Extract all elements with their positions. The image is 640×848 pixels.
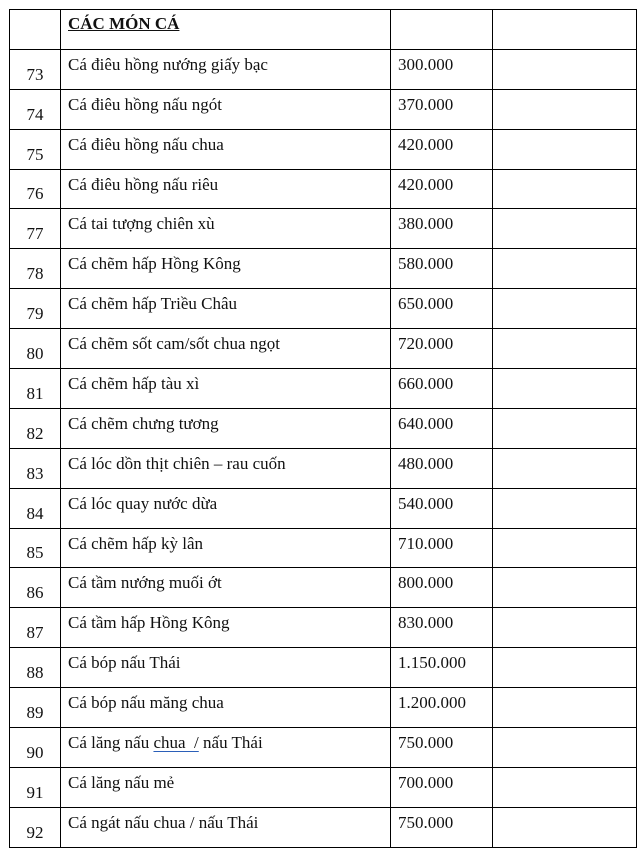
dish-price: 800.000 (391, 568, 493, 608)
dish-name: Cá chẽm hấp tàu xì (61, 369, 391, 409)
menu-row (10, 169, 637, 209)
blank-cell (493, 129, 637, 169)
item-number: 76 (10, 169, 61, 209)
item-number: 77 (10, 209, 61, 249)
blank-cell (493, 767, 637, 807)
dish-price: 750.000 (391, 728, 493, 768)
item-number: 82 (10, 408, 61, 448)
menu-table (9, 9, 637, 848)
blank-cell (493, 648, 637, 688)
blank-cell (493, 448, 637, 488)
item-number: 75 (10, 129, 61, 169)
item-number: 90 (10, 728, 61, 768)
dish-name: Cá điêu hồng nướng giấy bạc (61, 49, 391, 89)
blank-cell (493, 568, 637, 608)
item-number: 83 (10, 448, 61, 488)
blank-cell (493, 329, 637, 369)
dish-price: 580.000 (391, 249, 493, 289)
menu-row (10, 688, 637, 728)
item-number: 89 (10, 688, 61, 728)
spellcheck-underlined-text: chua / (153, 733, 199, 753)
dish-price: 540.000 (391, 488, 493, 528)
blank-cell (493, 169, 637, 209)
item-number: 84 (10, 488, 61, 528)
dish-name: Cá bóp nấu Thái (61, 648, 391, 688)
item-number: 87 (10, 608, 61, 648)
item-number: 74 (10, 89, 61, 129)
dish-name: Cá lăng nấu mẻ (61, 767, 391, 807)
dish-price: 370.000 (391, 89, 493, 129)
dish-name: Cá điêu hồng nấu riêu (61, 169, 391, 209)
dish-price: 300.000 (391, 49, 493, 89)
menu-row (10, 209, 637, 249)
blank-cell (493, 209, 637, 249)
item-number: 86 (10, 568, 61, 608)
dish-name: Cá ngát nấu chua / nấu Thái (61, 807, 391, 847)
dish-name: Cá điêu hồng nấu ngót (61, 89, 391, 129)
dish-name: Cá chẽm sốt cam/sốt chua ngọt (61, 329, 391, 369)
dish-name: Cá lóc dồn thịt chiên – rau cuốn (61, 448, 391, 488)
menu-row (10, 289, 637, 329)
menu-row (10, 49, 637, 89)
dish-price: 1.150.000 (391, 648, 493, 688)
dish-name: Cá chẽm chưng tương (61, 408, 391, 448)
dish-name-part: nấu Thái (198, 733, 263, 753)
header-num-cell (10, 10, 61, 50)
header-blank-cell (493, 10, 637, 50)
menu-row (10, 408, 637, 448)
dish-name: Cá chẽm hấp Triều Châu (61, 289, 391, 329)
dish-name (61, 728, 391, 768)
dish-price: 380.000 (391, 209, 493, 249)
blank-cell (493, 688, 637, 728)
menu-row (10, 89, 637, 129)
item-number: 88 (10, 648, 61, 688)
dish-name: Cá tầm hấp Hồng Kông (61, 608, 391, 648)
menu-row (10, 448, 637, 488)
menu-row (10, 648, 637, 688)
dish-price: 640.000 (391, 408, 493, 448)
blank-cell (493, 289, 637, 329)
blank-cell (493, 608, 637, 648)
dish-price: 650.000 (391, 289, 493, 329)
dish-price: 1.200.000 (391, 688, 493, 728)
dish-price: 720.000 (391, 329, 493, 369)
dish-name: Cá bóp nấu măng chua (61, 688, 391, 728)
menu-row (10, 488, 637, 528)
blank-cell (493, 728, 637, 768)
blank-cell (493, 49, 637, 89)
dish-name: Cá tai tượng chiên xù (61, 209, 391, 249)
blank-cell (493, 528, 637, 568)
menu-row (10, 568, 637, 608)
dish-price: 480.000 (391, 448, 493, 488)
dish-price: 830.000 (391, 608, 493, 648)
dish-name-part: Cá lăng nấu (68, 733, 154, 753)
menu-row (10, 528, 637, 568)
dish-price: 700.000 (391, 767, 493, 807)
menu-row (10, 807, 637, 847)
dish-name: Cá lóc quay nước dừa (61, 488, 391, 528)
dish-price: 420.000 (391, 129, 493, 169)
item-number: 91 (10, 767, 61, 807)
section-title: CÁC MÓN CÁ (61, 10, 391, 50)
item-number: 85 (10, 528, 61, 568)
dish-name: Cá chẽm hấp Hồng Kông (61, 249, 391, 289)
dish-name: Cá điêu hồng nấu chua (61, 129, 391, 169)
menu-row (10, 329, 637, 369)
blank-cell (493, 408, 637, 448)
dish-price: 660.000 (391, 369, 493, 409)
dish-price: 420.000 (391, 169, 493, 209)
blank-cell (493, 807, 637, 847)
menu-row (10, 767, 637, 807)
blank-cell (493, 369, 637, 409)
blank-cell (493, 249, 637, 289)
item-number: 73 (10, 49, 61, 89)
blank-cell (493, 488, 637, 528)
blank-cell (493, 89, 637, 129)
header-price-cell (391, 10, 493, 50)
dish-name: Cá chẽm hấp kỳ lân (61, 528, 391, 568)
dish-price: 750.000 (391, 807, 493, 847)
item-number: 78 (10, 249, 61, 289)
dish-name: Cá tầm nướng muối ớt (61, 568, 391, 608)
menu-row (10, 129, 637, 169)
menu-row (10, 608, 637, 648)
menu-row (10, 249, 637, 289)
item-number: 80 (10, 329, 61, 369)
item-number: 92 (10, 807, 61, 847)
section-header-row (10, 10, 637, 50)
menu-row (10, 369, 637, 409)
menu-table-body (10, 10, 637, 848)
menu-row (10, 728, 637, 768)
item-number: 79 (10, 289, 61, 329)
item-number: 81 (10, 369, 61, 409)
dish-price: 710.000 (391, 528, 493, 568)
